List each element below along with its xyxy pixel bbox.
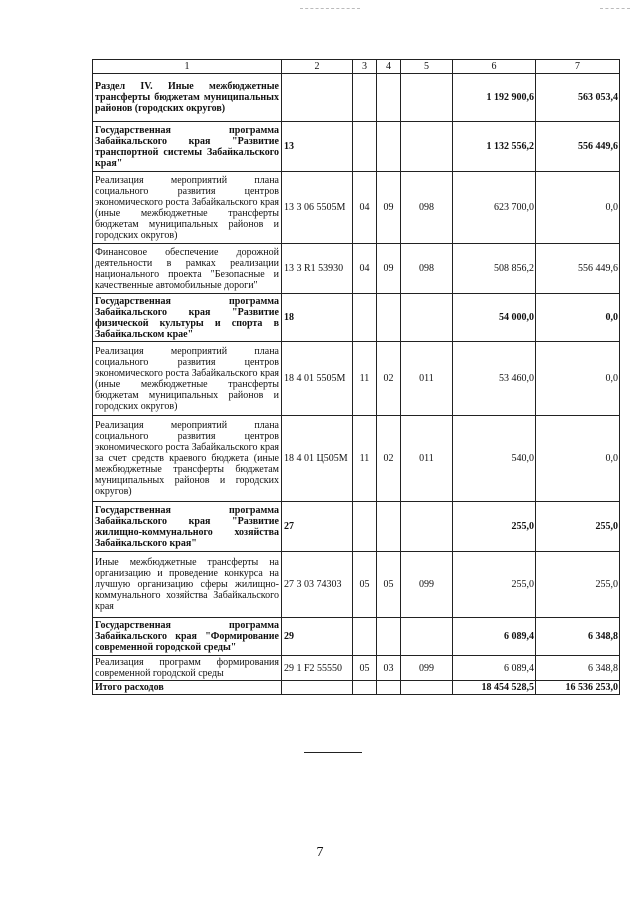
table-row <box>93 681 620 695</box>
row-section-cell <box>353 681 377 695</box>
table-row <box>93 122 620 172</box>
row-type-cell <box>401 74 453 122</box>
table-row <box>93 244 620 294</box>
row-type-cell: 011 <box>401 416 453 502</box>
row-code-cell: 29 1 F2 55550 <box>282 656 353 681</box>
row-section-cell: 05 <box>353 656 377 681</box>
row-amount-1-cell: 1 192 900,6 <box>453 74 536 122</box>
row-type-cell <box>401 681 453 695</box>
row-name-cell: Государственная программа Забайкальского края "Формирование современной городской среды" <box>93 618 282 656</box>
table-row <box>93 552 620 618</box>
header-cell: 3 <box>353 60 377 74</box>
row-type-cell <box>401 502 453 552</box>
table-row <box>93 294 620 342</box>
scan-artifact <box>600 8 630 9</box>
row-amount-1-cell: 255,0 <box>453 502 536 552</box>
row-code-cell <box>282 681 353 695</box>
row-section-cell: 04 <box>353 172 377 244</box>
table-row <box>93 416 620 502</box>
row-code-cell: 18 4 01 5505М <box>282 342 353 416</box>
row-code-cell <box>282 74 353 122</box>
row-code-cell: 13 <box>282 122 353 172</box>
row-subsection-cell <box>377 681 401 695</box>
row-type-cell: 099 <box>401 552 453 618</box>
table-row <box>93 342 620 416</box>
row-subsection-cell <box>377 502 401 552</box>
row-subsection-cell <box>377 122 401 172</box>
row-type-cell: 098 <box>401 244 453 294</box>
header-cell: 5 <box>401 60 453 74</box>
table-header-row <box>93 60 620 74</box>
row-name-cell: Реализация мероприятий плана социального развития центров экономического роста Забайкальского края (иные межбюджетные трансферты бюджетам муниципальных районов и городских округов) <box>93 172 282 244</box>
row-section-cell: 11 <box>353 342 377 416</box>
row-type-cell <box>401 618 453 656</box>
row-code-cell: 18 <box>282 294 353 342</box>
row-subsection-cell: 02 <box>377 342 401 416</box>
row-name-cell: Государственная программа Забайкальского края "Развитие физической культуры и спорта в Забайкальском крае" <box>93 294 282 342</box>
row-name-cell: Иные межбюджетные трансферты на организацию и проведение конкурса на лучшую организацию сферы жилищно-коммунального хозяйства Забайкальского края <box>93 552 282 618</box>
header-cell: 2 <box>282 60 353 74</box>
row-type-cell: 098 <box>401 172 453 244</box>
row-name-cell: Государственная программа Забайкальского края "Развитие транспортной системы Забайкальского края" <box>93 122 282 172</box>
row-name-cell: Государственная программа Забайкальского края "Развитие жилищно-коммунального хозяйства Забайкальского края" <box>93 502 282 552</box>
row-amount-2-cell: 0,0 <box>536 294 620 342</box>
row-amount-1-cell: 508 856,2 <box>453 244 536 294</box>
row-amount-2-cell: 255,0 <box>536 502 620 552</box>
row-amount-2-cell: 6 348,8 <box>536 656 620 681</box>
row-code-cell: 13 3 R1 53930 <box>282 244 353 294</box>
row-amount-1-cell: 6 089,4 <box>453 656 536 681</box>
row-code-cell: 29 <box>282 618 353 656</box>
row-code-cell: 13 3 06 5505М <box>282 172 353 244</box>
row-type-cell <box>401 122 453 172</box>
row-subsection-cell: 03 <box>377 656 401 681</box>
header-cell: 6 <box>453 60 536 74</box>
header-cell: 7 <box>536 60 620 74</box>
header-cell: 4 <box>377 60 401 74</box>
row-section-cell <box>353 502 377 552</box>
row-amount-1-cell: 255,0 <box>453 552 536 618</box>
row-amount-1-cell: 54 000,0 <box>453 294 536 342</box>
row-section-cell: 04 <box>353 244 377 294</box>
scan-artifact <box>300 8 360 9</box>
row-section-cell <box>353 74 377 122</box>
row-amount-1-cell: 623 700,0 <box>453 172 536 244</box>
budget-table <box>92 59 620 695</box>
table-row <box>93 502 620 552</box>
row-subsection-cell <box>377 74 401 122</box>
row-amount-1-cell: 18 454 528,5 <box>453 681 536 695</box>
row-amount-2-cell: 0,0 <box>536 172 620 244</box>
row-amount-2-cell: 0,0 <box>536 416 620 502</box>
row-amount-2-cell: 556 449,6 <box>536 122 620 172</box>
row-name-cell: Реализация мероприятий плана социального развития центров экономического роста Забайкальского края за счет средств краевого бюджета (иные межбюджетные трансферты бюджетам муниципальных районов и городских округов) <box>93 416 282 502</box>
row-amount-1-cell: 53 460,0 <box>453 342 536 416</box>
row-amount-2-cell: 556 449,6 <box>536 244 620 294</box>
row-subsection-cell: 09 <box>377 244 401 294</box>
row-type-cell: 099 <box>401 656 453 681</box>
table-row <box>93 74 620 122</box>
row-name-cell: Финансовое обеспечение дорожной деятельности в рамках реализации национального проекта "Безопасные и качественные автомобильные дороги" <box>93 244 282 294</box>
row-amount-1-cell: 540,0 <box>453 416 536 502</box>
table-row <box>93 172 620 244</box>
row-amount-2-cell: 16 536 253,0 <box>536 681 620 695</box>
row-section-cell <box>353 618 377 656</box>
page-number: 7 <box>316 845 324 860</box>
row-section-cell <box>353 122 377 172</box>
header-cell: 1 <box>93 60 282 74</box>
row-code-cell: 27 <box>282 502 353 552</box>
row-subsection-cell: 05 <box>377 552 401 618</box>
signature-line <box>304 752 362 753</box>
table-row <box>93 656 620 681</box>
row-subsection-cell <box>377 294 401 342</box>
table-row <box>93 618 620 656</box>
row-type-cell <box>401 294 453 342</box>
row-code-cell: 27 3 03 74303 <box>282 552 353 618</box>
row-code-cell: 18 4 01 Ц505М <box>282 416 353 502</box>
row-name-cell: Реализация мероприятий плана социального развития центров экономического роста Забайкальского края (иные межбюджетные трансферты бюджетам муниципальных районов и городских округов) <box>93 342 282 416</box>
row-amount-2-cell: 0,0 <box>536 342 620 416</box>
row-amount-1-cell: 6 089,4 <box>453 618 536 656</box>
row-amount-2-cell: 563 053,4 <box>536 74 620 122</box>
row-subsection-cell <box>377 618 401 656</box>
row-amount-2-cell: 6 348,8 <box>536 618 620 656</box>
row-subsection-cell: 02 <box>377 416 401 502</box>
row-amount-2-cell: 255,0 <box>536 552 620 618</box>
row-name-cell: Итого расходов <box>93 681 282 695</box>
row-name-cell: Реализация программ формирования современной городской среды <box>93 656 282 681</box>
row-name-cell: Раздел IV. Иные межбюджетные трансферты бюджетам муниципальных районов (городских округов) <box>93 74 282 122</box>
row-section-cell: 11 <box>353 416 377 502</box>
row-type-cell: 011 <box>401 342 453 416</box>
row-section-cell: 05 <box>353 552 377 618</box>
row-subsection-cell: 09 <box>377 172 401 244</box>
row-amount-1-cell: 1 132 556,2 <box>453 122 536 172</box>
row-section-cell <box>353 294 377 342</box>
